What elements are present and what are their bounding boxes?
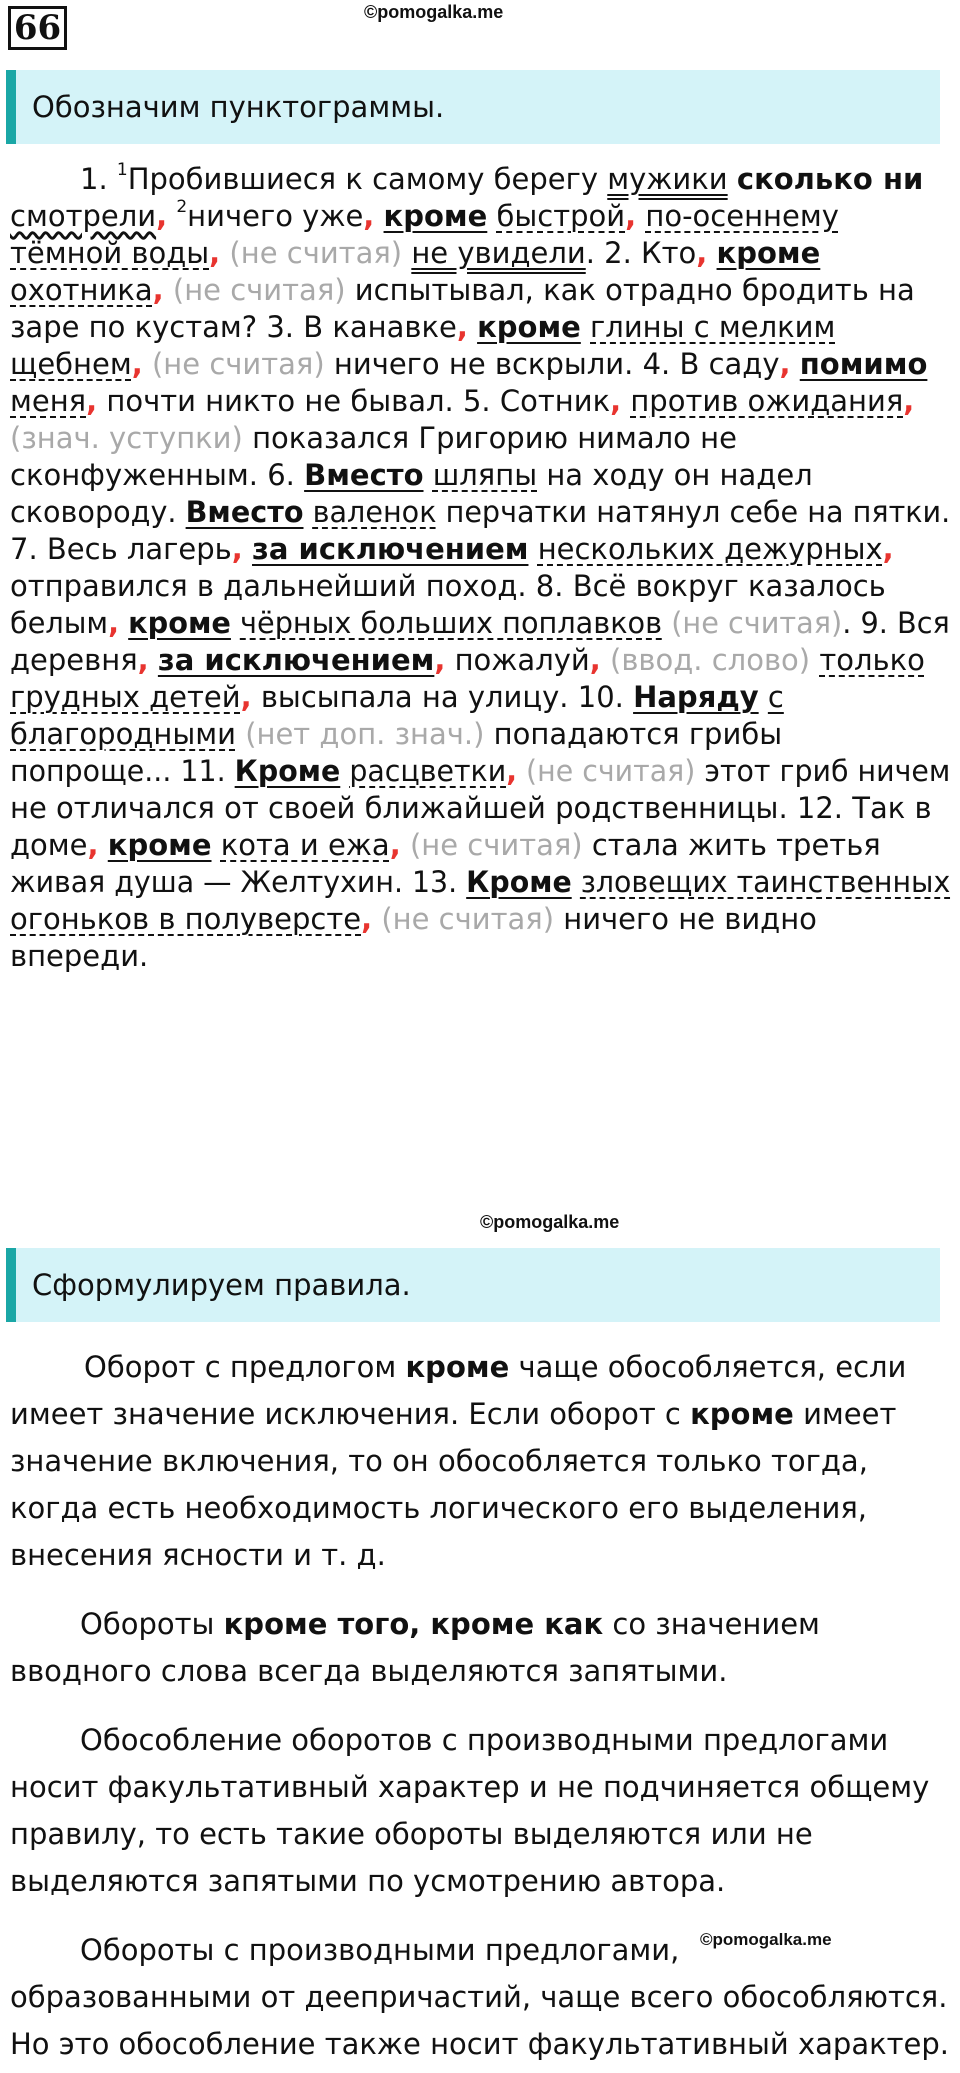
text-line: деревня, за исключением, пожалуй, (ввод. слово) только — [10, 643, 925, 677]
text-line: 7. Весь лагерь, за исключением нескольких дежурных, — [10, 532, 894, 566]
text-line: 1. $^1$Пробившиеся к самому берегу мужики сколько ни — [80, 160, 924, 196]
task-number: 66 — [8, 6, 67, 50]
text-line: белым, кроме чёрных больших поплавков (не считая). 9. Вся — [10, 606, 950, 640]
text-line: вводного слова всегда выделяются запятыми. — [10, 1654, 728, 1688]
text-line: Обособление оборотов с производными предлогами — [80, 1723, 889, 1757]
watermark-middle: ©pomogalka.me — [480, 1212, 620, 1232]
text-line: образованными от деепричастий, чаще всего обособляются. — [10, 1980, 948, 2014]
text-line: выделяются запятыми по усмотрению автора. — [10, 1864, 726, 1898]
text-line: носит факультативный характер и не подчиняется общему — [10, 1770, 930, 1804]
text-line: огоньков в полуверсте, (не считая) ничего не видно — [10, 902, 817, 936]
text-line: (знач. уступки) показался Григорию нимало не — [10, 421, 737, 455]
text-line: сконфуженным. 6. Вместо шляпы на ходу он надел — [10, 458, 813, 492]
text-line: Но это обособление также носит факультативный характер. — [10, 2027, 949, 2061]
watermark-bottom: ©pomogalka.me — [700, 1930, 832, 1949]
text-line: охотника, (не считая) испытывал, как отрадно бродить на — [10, 273, 915, 307]
text-line: впереди. — [10, 939, 149, 973]
text-line: значение включения, то он обособляется только тогда, — [10, 1444, 868, 1478]
text-line: грудных детей, высыпала на улицу. 10. Наряду с — [10, 680, 784, 714]
text-line: попроще... 11. Кроме расцветки, (не считая) этот гриб ничем — [10, 754, 951, 788]
watermark-top: ©pomogalka.me — [364, 2, 504, 22]
text-line: отправился в дальнейший поход. 8. Всё вокруг казалось — [10, 569, 886, 603]
text-line: правилу, то есть такие обороты выделяются или не — [10, 1817, 813, 1851]
text-line: когда есть необходимость логического его выделения, — [10, 1491, 868, 1525]
text-line: благородными (нет доп. знач.) попадаются грибы — [10, 717, 783, 751]
text-line: Обороты с производными предлогами, — [80, 1933, 680, 1967]
text-line: заре по кустам? 3. В канавке, кроме глины с мелким — [10, 310, 836, 344]
text-line: живая душа — Желтухин. 13. Кроме зловещих таинственных — [10, 865, 951, 899]
section-header-punctograms: Обозначим пунктограммы. — [6, 70, 940, 144]
text-line: имеет значение исключения. Если оборот с кроме имеет — [10, 1397, 897, 1431]
text-line: Оборот с предлогом кроме чаще обособляется, если — [84, 1350, 907, 1384]
text-line: меня, почти никто не бывал. 5. Сотник, против ожидания, — [10, 384, 915, 418]
text-line: сковороду. Вместо валенок перчатки натянул себе на пятки. — [10, 495, 951, 529]
text-line: внесения ясности и т. д. — [10, 1538, 386, 1572]
text-line: Обороты кроме того, кроме как со значением — [80, 1607, 820, 1641]
text-line: смотрели, $^2$ничего уже, кроме быстрой, по-осеннему — [10, 197, 839, 233]
text-line: не отличался от своей ближайшей родственницы. 12. Так в — [10, 791, 932, 825]
text-line: тёмной воды, (не считая) не увидели. 2. Кто, кроме — [10, 236, 821, 270]
section-header-rules: Сформулируем правила. — [6, 1248, 940, 1322]
text-line: доме, кроме кота и ежа, (не считая) стала жить третья — [10, 828, 881, 862]
text-line: щебнем, (не считая) ничего не вскрыли. 4. В саду, помимо — [10, 347, 928, 381]
